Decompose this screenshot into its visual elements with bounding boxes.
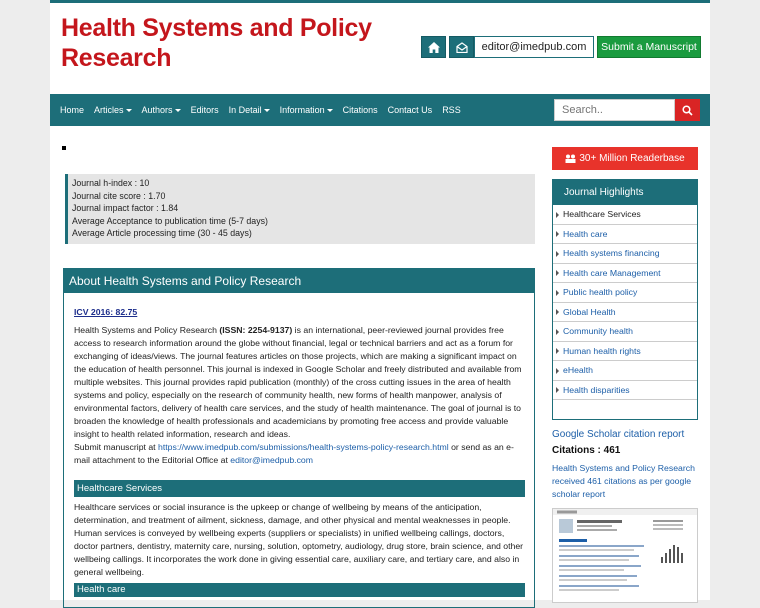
submit-manuscript-button[interactable]: Submit a Manuscript — [597, 36, 701, 58]
nav-authors[interactable] — [142, 105, 181, 115]
caret-right-icon — [556, 387, 559, 393]
icv-link[interactable]: ICV 2016: 82.75 — [74, 307, 138, 317]
caret-right-icon — [556, 368, 559, 374]
issn: (ISSN: 2254-9137) — [219, 325, 293, 335]
highlight-item[interactable] — [553, 361, 697, 381]
nav-label: In Detail — [228, 105, 262, 115]
nav-label: RSS — [442, 105, 461, 115]
nav-menu — [60, 94, 471, 126]
google-scholar-link[interactable]: Google Scholar citation report — [552, 429, 685, 440]
citation-report-thumbnail — [553, 509, 698, 603]
nav-articles[interactable] — [94, 105, 132, 115]
highlight-label: Human health rights — [563, 345, 641, 356]
journal-title-line2: Research — [61, 44, 172, 72]
section-heading-healthcare-services: Healthcare Services — [74, 480, 525, 497]
search-button[interactable] — [675, 99, 700, 121]
caret-down-icon — [175, 109, 181, 112]
readerbase-button[interactable] — [552, 147, 698, 170]
mail-button[interactable] — [449, 36, 474, 58]
about-text: Health Systems and Policy Research — [74, 325, 220, 335]
google-scholar-thumbnail[interactable] — [552, 508, 698, 603]
journal-highlights — [552, 179, 698, 420]
highlight-label: eHealth — [563, 365, 593, 375]
nav-editors[interactable] — [191, 105, 219, 115]
highlight-label: Global Health — [563, 306, 616, 317]
caret-right-icon — [556, 348, 559, 354]
section-heading-health-care: Health care — [74, 583, 525, 597]
citation-description[interactable]: Health Systems and Policy Research received 461 citations as per google scholar report — [552, 463, 695, 499]
about-text: is an international, peer-reviewed journal provides free access to research information around the globe without financial, legal or technical barriers and act as a forum for exchanging of ideas/views. The journal features articles on those projects, which are making a significant impact on the education of health personnel. This journal is indexed in Google Scholar and freely distributed and available from multiple websites. This journal provides rapid publication (monthly) of the cross cutting issues in the area of health systems and policy, especially on the research of community health, new forms of health manpower, analysis of environmental factors, delivery of health care services, and the study of health maintenance. The goal of journal is to broaden the knowledge of health professionals and academicians by promoting free access and provide valuable insight to health related information, research and ideas. — [74, 325, 522, 439]
highlight-label: Health disparities — [563, 384, 630, 395]
submission-link[interactable]: https://www.imedpub.com/submissions/health-systems-policy-research.html — [158, 442, 449, 452]
nav-information[interactable] — [280, 105, 333, 115]
journal-title[interactable] — [61, 13, 372, 73]
page-container — [50, 0, 710, 600]
caret-right-icon — [556, 212, 559, 218]
highlight-item[interactable] — [553, 264, 697, 284]
journal-title-line1: Health Systems and Policy — [61, 14, 372, 42]
nav-label: Information — [279, 105, 325, 115]
caret-right-icon — [556, 251, 559, 257]
highlight-item[interactable] — [553, 244, 697, 264]
nav-contact-us[interactable] — [388, 105, 433, 115]
highlight-label: Healthcare Services — [563, 209, 641, 219]
highlight-item[interactable] — [553, 225, 697, 245]
highlight-item[interactable] — [553, 381, 697, 401]
section-text-healthcare-services: Healthcare services or social insurance is the upkeep or change of wellbeing by means of the anticipation, determination, and treatment of ailment, sickness, damage, and other physical and mental weaknesses in people. Human services is conveyed by wellbeing experts (suppliers or specialists) in unified wellbeing callings, doctors, doctor partners, dentistry, maternity care, nursing, solution, optometry, audiology, drug store, brain science, and other wellbeing callings. It incorporates the work done in giving essential care, auxiliary care, and tertiary care, and also in general wellbeing. — [74, 502, 524, 577]
nav-label: Articles — [94, 105, 124, 115]
highlight-label: Health systems financing — [563, 248, 660, 258]
about-body — [64, 293, 534, 597]
caret-right-icon — [556, 290, 559, 296]
nav-in-detail[interactable] — [229, 105, 270, 115]
nav-label: Authors — [141, 105, 173, 115]
nav-label: Editors — [190, 105, 219, 115]
caret-down-icon — [264, 109, 270, 112]
caret-right-icon — [556, 270, 559, 276]
highlight-item[interactable] — [553, 342, 697, 362]
metric-cite-score: Journal cite score : 1.70 — [72, 190, 166, 201]
home-button[interactable] — [421, 36, 446, 58]
about-section — [63, 268, 535, 608]
envelope-open-icon — [456, 42, 468, 53]
nav-home[interactable] — [60, 105, 84, 115]
highlight-label: Community health — [563, 326, 634, 336]
caret-down-icon — [327, 109, 333, 112]
citation-count: Citations : 461 — [552, 445, 621, 456]
metric-processing-time: Average Article processing time (30 - 45 days) — [72, 228, 252, 239]
bullet-marker — [62, 146, 66, 150]
submit-text: or send as an e-mail attachment to the Editorial Office at — [74, 442, 514, 465]
nav-label: Contact Us — [387, 105, 433, 115]
editorial-email-link[interactable]: editor@imedpub.com — [230, 455, 313, 465]
readerbase-label: 30+ Million Readerbase — [579, 153, 685, 164]
nav-label: Home — [60, 105, 85, 115]
caret-down-icon — [126, 109, 132, 112]
nav-label: Citations — [342, 105, 378, 115]
metric-h-index: Journal h-index : 10 — [72, 178, 150, 188]
highlight-item[interactable] — [553, 205, 697, 225]
journal-metrics — [65, 174, 535, 244]
submit-paragraph — [74, 441, 525, 467]
caret-right-icon — [556, 309, 559, 315]
nav-rss[interactable] — [442, 105, 461, 115]
highlight-item[interactable] — [553, 322, 697, 342]
home-icon — [428, 42, 440, 53]
highlight-item[interactable] — [553, 283, 697, 303]
highlight-label: Public health policy — [563, 287, 638, 297]
metric-impact-factor: Journal impact factor : 1.84 — [72, 203, 179, 214]
editor-email[interactable]: editor@imedpub.com — [474, 36, 594, 58]
submit-text: Submit manuscript at — [74, 442, 159, 452]
highlight-item[interactable] — [553, 303, 697, 323]
about-heading: About Health Systems and Policy Research — [64, 269, 534, 293]
caret-right-icon — [556, 329, 559, 335]
highlight-label: Health care — [563, 228, 608, 239]
metric-acceptance-time: Average Acceptance to publication time (5-7 days) — [72, 215, 268, 226]
caret-right-icon — [556, 231, 559, 237]
nav-citations[interactable] — [343, 105, 378, 115]
highlights-heading: Journal Highlights — [553, 180, 697, 205]
search-icon — [682, 105, 693, 116]
search-input[interactable] — [554, 99, 675, 121]
highlight-label: Health care Management — [563, 267, 661, 278]
about-paragraph — [74, 324, 525, 441]
users-icon — [565, 154, 576, 163]
